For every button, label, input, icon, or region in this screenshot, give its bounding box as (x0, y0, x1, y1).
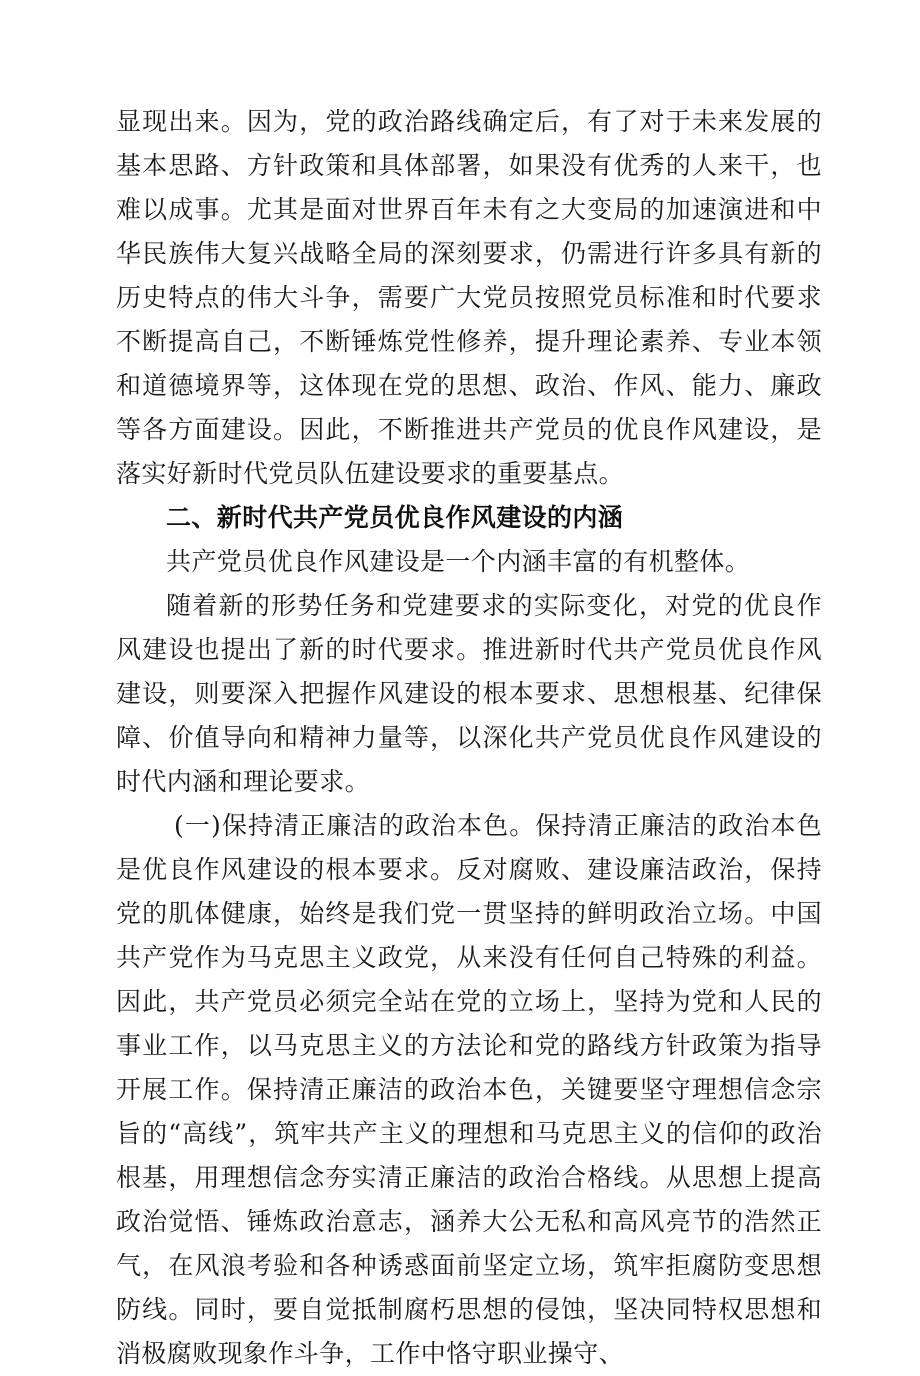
paragraph-subsection-one: (一)保持清正廉洁的政治本色。保持清正廉洁的政治本色是优良作风建设的根本要求。反对腐败、建设廉洁政治，保持党的肌体健康，始终是我们党一贯坚持的鲜明政治立场。中国共产党作为马克思主义政党，从来没有任何自己特殊的利益。因此，共产党员必须完全站在党的立场上，坚持为党和人民的事业工作，以马克思主义的方法论和党的路线方针政策为指导开展工作。保持清正廉洁的政治本色，关键要坚守理想信念宗旨的“高线”，筑牢共产主义的理想和马克思主义的信仰的政治根基，用理想信念夯实清正廉洁的政治合格线。从思想上提高政治觉悟、锤炼政治意志，涵养大公无私和高风亮节的浩然正气，在风浪考验和各种诱惑面前坚定立场，筑牢拒腐防变思想防线。同时，要自觉抵制腐朽思想的侵蚀，坚决同特权思想和消极腐败现象作斗争，工作中恪守职业操守、 (116, 811, 822, 1368)
paragraph-summary: 共产党员优良作风建设是一个内涵丰富的有机整体。 (166, 547, 751, 576)
paragraph-context: 随着新的形势任务和党建要求的实际变化，对党的优良作风建设也提出了新的时代要求。推进新时代共产党员优良作风建设，则要深入把握作风建设的根本要求、思想根基、纪律保障、价值导向和精神力量等，以深化共产党员优良作风建设的时代内涵和理论要求。 (116, 591, 822, 796)
paragraph-intro-continuation: 显现出来。因为，党的政治路线确定后，有了对于未来发展的基本思路、方针政策和具体部署，如果没有优秀的人来干，也难以成事。尤其是面对世界百年未有之大变局的加速演进和中华民族伟大复兴战略全局的深刻要求，仍需进行许多具有新的历史特点的伟大斗争，需要广大党员按照党员标准和时代要求不断提高自己，不断锤炼党性修养，提升理论素养、专业本领和道德境界等，这体现在党的思想、政治、作风、能力、廉政等各方面建设。因此，不断推进共产党员的优良作风建设，是落实好新时代党员队伍建设要求的重要基点。 (116, 107, 822, 488)
document-body (116, 100, 822, 1376)
section-heading: 二、新时代共产党员优良作风建设的内涵 (166, 503, 624, 532)
